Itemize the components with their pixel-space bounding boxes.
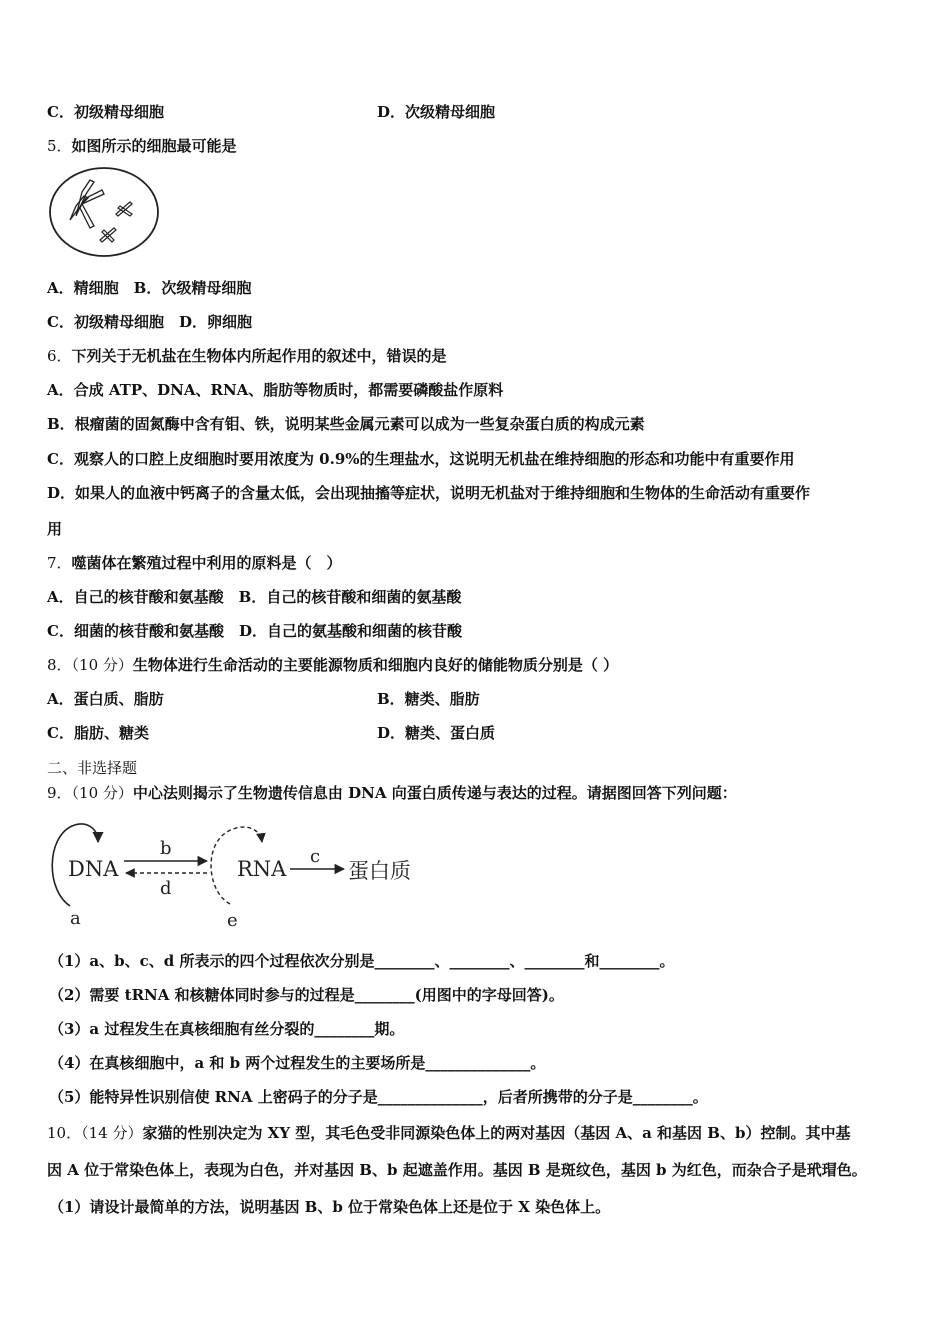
q9-sub1: （1）a、b、c、d 所表示的四个过程依次分别是________、________、________和________。 (49, 952, 675, 970)
dna-label: DNA (68, 857, 119, 881)
q8-option-a: A．蛋白质、脂肪 (47, 690, 164, 708)
q5-stem: 5．如图所示的细胞最可能是 (47, 137, 237, 155)
label-d: d (160, 878, 172, 899)
q6-option-c: C．观察人的口腔上皮细胞时要用浓度为 0.9%的生理盐水，这说明无机盐在维持细胞的形态和功能中有重要作用 (47, 450, 795, 468)
q4-option-c: C．初级精母细胞 (47, 103, 164, 121)
q8-option-c: C．脂肪、糖类 (47, 724, 149, 742)
q10-stem-line2: 因 A 位于常染色体上，表现为白色，并对基因 B、b 起遮盖作用。基因 B 是斑纹色，基因 b 为红色，而杂合子是玳瑁色。 (47, 1161, 867, 1179)
protein-label: 蛋白质 (348, 859, 411, 883)
small-chromosome-2 (100, 228, 116, 242)
q5-options-row1: A．精细胞 B．次级精母细胞 (47, 279, 252, 297)
cell-chromosome-figure (46, 164, 162, 260)
q6-option-d-cont: 用 (47, 520, 63, 538)
q9-sub4: （4）在真核细胞中，a 和 b 两个过程发生的主要场所是______________。 (49, 1054, 546, 1072)
large-chromosome (70, 180, 104, 228)
rna-label: RNA (237, 857, 287, 881)
label-c: c (310, 846, 321, 867)
q8-stem: 8．（10 分）生物体进行生命活动的主要能源物质和细胞内良好的储能物质分别是（ ） (47, 656, 619, 674)
label-e: e (227, 910, 238, 931)
central-dogma-diagram (44, 820, 434, 932)
q8-option-b: B．糖类、脂肪 (377, 690, 480, 708)
q4-option-d: D．次级精母细胞 (377, 103, 496, 121)
q10-sub1: （1）请设计最简单的方法，说明基因 B、b 位于常染色体上还是位于 X 染色体上。 (49, 1198, 611, 1216)
q7-stem: 7．噬菌体在繁殖过程中利用的原料是（ ） (47, 554, 342, 572)
q9-sub3: （3）a 过程发生在真核细胞有丝分裂的________期。 (49, 1020, 405, 1038)
q6-stem: 6．下列关于无机盐在生物体内所起作用的叙述中，错误的是 (47, 347, 447, 365)
q6-option-b: B．根瘤菌的固氮酶中含有钼、铁，说明某些金属元素可以成为一些复杂蛋白质的构成元素 (47, 415, 645, 433)
cell-membrane (50, 168, 158, 256)
q9-stem: 9．（10 分）中心法则揭示了生物遗传信息由 DNA 向蛋白质传递与表达的过程。请据图回答下列问题： (47, 784, 737, 802)
q10-stem-line1: 10．（14 分）家猫的性别决定为 XY 型，其毛色受非同源染色体上的两对基因（基因 A、a 和基因 B、b）控制。其中基 (47, 1124, 851, 1142)
q6-option-a: A．合成 ATP、DNA、RNA、脂肪等物质时，都需要磷酸盐作原料 (47, 381, 504, 399)
q7-options-row1: A．自己的核苷酸和氨基酸 B．自己的核苷酸和细菌的氨基酸 (47, 588, 462, 606)
q6-option-d: D．如果人的血液中钙离子的含量太低，会出现抽搐等症状，说明无机盐对于维持细胞和生物体的生命活动有重要作 (47, 484, 811, 502)
q9-sub2: （2）需要 tRNA 和核糖体同时参与的过程是________(用图中的字母回答)。 (49, 986, 564, 1004)
q5-options-row2: C．初级精母细胞 D．卵细胞 (47, 313, 252, 331)
q8-option-d: D．糖类、蛋白质 (377, 724, 496, 742)
label-b: b (160, 838, 172, 859)
q7-options-row2: C．细菌的核苷酸和氨基酸 D．自己的氨基酸和细菌的核苷酸 (47, 622, 462, 640)
q9-sub5: （5）能特异性识别信使 RNA 上密码子的分子是______________，后者所携带的分子是________。 (49, 1088, 708, 1106)
small-chromosome-1 (116, 202, 132, 216)
section-title: 二、非选择题 (47, 759, 138, 777)
label-a: a (70, 908, 81, 929)
